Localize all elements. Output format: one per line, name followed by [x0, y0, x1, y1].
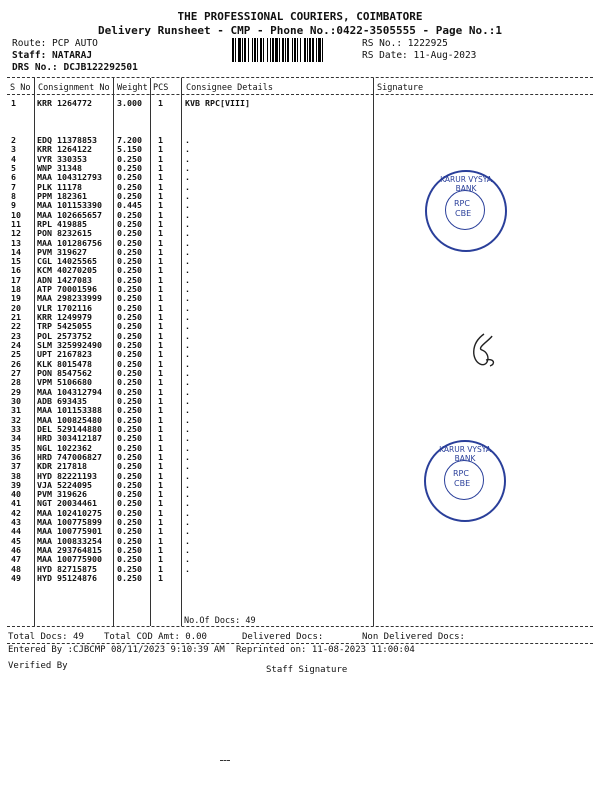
cell-pcs: 1 — [158, 517, 163, 528]
cell-pcs: 1 — [158, 284, 163, 295]
cell-consignment: VLR 1702116 — [37, 302, 92, 313]
cell-consignee: . — [185, 470, 190, 481]
cell-weight: 0.250 — [117, 368, 142, 378]
drs-number: DRS No.: DCJB122292501 — [12, 62, 138, 73]
col-consignee: Consignee Details — [186, 83, 273, 93]
cell-pcs: 1 — [158, 526, 163, 537]
cell-weight: 0.250 — [117, 423, 142, 434]
cell-consignment: KRR 1249979 — [37, 312, 92, 323]
cell-pcs: 1 — [158, 386, 163, 397]
cell-consignment: VYR 330353 — [37, 153, 87, 164]
col-divider — [373, 78, 374, 626]
stamp-center-top: RPC — [453, 469, 469, 478]
cell-sno: 4 — [11, 153, 16, 164]
cell-consignment: ADN 1427083 — [37, 274, 92, 285]
cell-consignee: . — [185, 321, 190, 332]
cell-consignee: . — [185, 405, 190, 416]
cell-consignee: . — [185, 265, 190, 276]
cell-consignment: MAA 102665657 — [37, 209, 102, 220]
non-delivered-docs: Non Delivered Docs: — [362, 632, 465, 642]
cell-weight: 0.250 — [117, 256, 142, 267]
cell-sno: 46 — [11, 545, 21, 556]
cell-sno: 6 — [11, 172, 16, 183]
cell-consignee: . — [185, 414, 190, 425]
cell-sno: 31 — [11, 405, 21, 416]
cell-consignee: . — [185, 377, 190, 388]
cell-pcs: 1 — [158, 228, 163, 239]
col-consignment: Consignment No — [38, 83, 110, 93]
cell-pcs: 1 — [158, 293, 163, 304]
cell-weight: 0.250 — [117, 358, 142, 369]
cell-consignment: VPM 5106680 — [37, 377, 92, 388]
cell-weight: 0.250 — [117, 274, 142, 285]
cell-sno: 40 — [11, 489, 21, 500]
cell-consignee: . — [185, 451, 190, 462]
cell-weight: 0.250 — [117, 246, 142, 257]
total-docs: Total Docs: 49 — [8, 632, 84, 642]
cell-sno: 19 — [11, 293, 21, 304]
cell-sno: 30 — [11, 395, 21, 406]
bank-stamp — [424, 440, 506, 522]
cell-consignee: . — [185, 489, 190, 500]
cell-consignment: PON 8232615 — [37, 228, 92, 239]
company-name: THE PROFESSIONAL COURIERS, COIMBATORE — [177, 10, 423, 23]
cell-consignment: MAA 100775900 — [37, 554, 102, 565]
cell-weight: 0.445 — [117, 200, 142, 211]
cell-consignment: WNP 31348 — [37, 162, 82, 173]
cell-consignee: . — [185, 209, 190, 220]
cell-pcs: 1 — [158, 451, 163, 462]
cell-pcs: 1 — [158, 218, 163, 229]
cell-consignee: . — [185, 312, 190, 323]
cell-consignment: PLK 11178 — [37, 181, 82, 192]
cell-weight: 0.250 — [117, 451, 142, 462]
cell-weight: 0.250 — [117, 479, 142, 490]
cell-pcs: 1 — [158, 153, 163, 164]
cell-consignee: . — [185, 340, 190, 351]
cell-consignee: . — [185, 433, 190, 444]
cell-weight: 0.250 — [117, 265, 142, 276]
cell-consignment: VJA 5224095 — [37, 479, 92, 490]
cell-weight: 0.250 — [117, 386, 142, 397]
cell-consignment: MAA 101153390 — [37, 200, 102, 211]
cell-sno: 35 — [11, 442, 21, 453]
divider-header — [7, 94, 593, 95]
reprinted-on: Reprinted on: 11-08-2023 11:00:04 — [236, 645, 415, 655]
cell-sno: 18 — [11, 284, 21, 295]
cell-weight: 0.250 — [117, 349, 142, 360]
cell-consignment: UPT 2167823 — [37, 349, 92, 360]
cell-pcs: 1 — [158, 246, 163, 257]
cell-consignment: PON 8547562 — [37, 368, 92, 378]
cell-consignment: SLM 325992490 — [37, 340, 102, 351]
cell-consignee: . — [185, 349, 190, 360]
cell-weight: 0.250 — [117, 330, 142, 341]
col-divider — [34, 78, 35, 626]
cell-weight: 0.250 — [117, 284, 142, 295]
cell-sno: 2 — [11, 135, 16, 145]
cell-consignment: MAA 104312793 — [37, 172, 102, 183]
rs-number: RS No.: 1222925 — [362, 38, 448, 49]
cell-consignment: POL 2573752 — [37, 330, 92, 341]
cell-consignment: NGT 20034461 — [37, 498, 97, 509]
cell-sno: 13 — [11, 237, 21, 248]
cell-consignee: KVB RPC[VIII] — [185, 98, 250, 108]
cell-consignment: KRR 1264772 — [37, 98, 92, 108]
stamp-center-bottom: CBE — [454, 479, 471, 488]
barcode-bar — [323, 38, 325, 62]
cell-weight: 0.250 — [117, 470, 142, 481]
cell-pcs: 1 — [158, 479, 163, 490]
divider-top — [7, 77, 593, 78]
cell-consignee: . — [185, 423, 190, 434]
cell-pcs: 1 — [158, 135, 163, 145]
cell-consignment: HYD 95124876 — [37, 573, 97, 584]
cell-consignment: HYD 82221193 — [37, 470, 97, 481]
stamp-bank-name: KARUR VYSYA BANK — [439, 445, 491, 463]
cell-consignee: . — [185, 228, 190, 239]
cell-sno: 26 — [11, 358, 21, 369]
cell-consignee: . — [185, 535, 190, 546]
cell-consignment: MAA 100825480 — [37, 414, 102, 425]
cell-sno: 10 — [11, 209, 21, 220]
cell-sno: 27 — [11, 368, 21, 378]
cell-consignee: . — [185, 246, 190, 257]
cell-pcs: 1 — [158, 358, 163, 369]
cell-sno: 48 — [11, 563, 21, 574]
cell-weight: 0.250 — [117, 535, 142, 546]
cell-consignment: KLK 8015478 — [37, 358, 92, 369]
col-sno: S No — [10, 83, 31, 93]
cell-consignment: TRP 5425055 — [37, 321, 92, 332]
cell-consignee: . — [185, 517, 190, 528]
cell-consignment: KDR 217818 — [37, 461, 87, 472]
cell-sno: 16 — [11, 265, 21, 276]
cell-weight: 0.250 — [117, 545, 142, 556]
cell-consignee: . — [185, 563, 190, 574]
cell-pcs: 1 — [158, 349, 163, 360]
cell-pcs: 1 — [158, 423, 163, 434]
cell-weight: 0.250 — [117, 162, 142, 173]
cell-consignment: HRD 303412187 — [37, 433, 102, 444]
cell-sno: 36 — [11, 451, 21, 462]
cell-sno: 45 — [11, 535, 21, 546]
cell-consignee: . — [185, 498, 190, 509]
cell-consignee: . — [185, 190, 190, 201]
cell-consignee: . — [185, 302, 190, 313]
cell-pcs: 1 — [158, 274, 163, 285]
cell-sno: 24 — [11, 340, 21, 351]
runsheet-title: Delivery Runsheet - CMP - Phone No.:0422-3505555 - Page No.:1 — [98, 24, 502, 37]
cell-consignment: PPM 182361 — [37, 190, 87, 201]
cell-consignee: . — [185, 256, 190, 267]
cell-weight: 0.250 — [117, 414, 142, 425]
cell-consignment: PVM 319627 — [37, 246, 87, 257]
cell-pcs: 1 — [158, 535, 163, 546]
cell-pcs: 1 — [158, 302, 163, 313]
cell-pcs: 1 — [158, 405, 163, 416]
cell-pcs: 1 — [158, 190, 163, 201]
cell-consignee: . — [185, 200, 190, 211]
cell-consignee: . — [185, 368, 190, 378]
cell-sno: 25 — [11, 349, 21, 360]
verified-by: Verified By — [8, 661, 68, 671]
cell-consignment: ATP 70001596 — [37, 284, 97, 295]
col-divider — [113, 78, 114, 626]
cell-consignee: . — [185, 237, 190, 248]
cell-weight: 0.250 — [117, 395, 142, 406]
cell-sno: 47 — [11, 554, 21, 565]
cell-sno: 37 — [11, 461, 21, 472]
rs-date: RS Date: 11-Aug-2023 — [362, 50, 477, 61]
cell-weight: 0.250 — [117, 312, 142, 323]
cell-consignee: . — [185, 144, 190, 155]
cell-pcs: 1 — [158, 573, 163, 584]
cell-sno: 39 — [11, 479, 21, 490]
cell-weight: 0.250 — [117, 218, 142, 229]
cell-pcs: 1 — [158, 172, 163, 183]
cell-weight: 0.250 — [117, 377, 142, 388]
cell-consignment: MAA 102410275 — [37, 507, 102, 518]
cell-consignee: . — [185, 479, 190, 490]
cell-pcs: 1 — [158, 507, 163, 518]
cell-consignment: PVM 319626 — [37, 489, 87, 500]
cell-sno: 32 — [11, 414, 21, 425]
cell-weight: 0.250 — [117, 321, 142, 332]
cell-sno: 5 — [11, 162, 16, 173]
cell-sno: 21 — [11, 312, 21, 323]
cell-consignee: . — [185, 135, 190, 145]
cell-consignment: MAA 293764815 — [37, 545, 102, 556]
cell-pcs: 1 — [158, 209, 163, 220]
cell-sno: 34 — [11, 433, 21, 444]
cell-weight: 0.250 — [117, 554, 142, 565]
cell-sno: 11 — [11, 218, 21, 229]
cell-weight: 0.250 — [117, 489, 142, 500]
cell-weight: 7.200 — [117, 135, 142, 145]
cell-consignee: . — [185, 526, 190, 537]
divider-table-bottom — [7, 626, 593, 627]
cell-consignee: . — [185, 181, 190, 192]
bank-stamp — [425, 170, 507, 252]
cell-sno: 3 — [11, 144, 16, 155]
cell-sno: 8 — [11, 190, 16, 201]
stamp-center-top: RPC — [454, 199, 470, 208]
col-divider — [150, 78, 151, 626]
cell-consignee: . — [185, 358, 190, 369]
cell-pcs: 1 — [158, 498, 163, 509]
cell-sno: 12 — [11, 228, 21, 239]
cell-pcs: 1 — [158, 200, 163, 211]
cell-weight: 0.250 — [117, 190, 142, 201]
cell-sno: 38 — [11, 470, 21, 481]
cell-weight: 3.000 — [117, 98, 142, 108]
cell-weight: 0.250 — [117, 181, 142, 192]
cell-consignment: HYD 82715875 — [37, 563, 97, 574]
cell-pcs: 1 — [158, 312, 163, 323]
cell-consignment: KRR 1264122 — [37, 144, 92, 155]
cell-consignment: NGL 1022362 — [37, 442, 92, 453]
cell-consignment: EDQ 11378853 — [37, 135, 97, 145]
cell-weight: 0.250 — [117, 442, 142, 453]
cell-consignee: . — [185, 395, 190, 406]
cell-consignment: RPL 419885 — [37, 218, 87, 229]
barcode-image — [232, 38, 356, 62]
cell-weight: 0.250 — [117, 573, 142, 584]
cell-weight: 0.250 — [117, 302, 142, 313]
cell-consignee: . — [185, 461, 190, 472]
cell-sno: 28 — [11, 377, 21, 388]
cell-pcs: 1 — [158, 256, 163, 267]
cell-weight: 0.250 — [117, 433, 142, 444]
cell-consignee: . — [185, 293, 190, 304]
staff-signature-label: Staff Signature — [266, 665, 348, 675]
cell-sno: 41 — [11, 498, 21, 509]
cell-consignee: . — [185, 274, 190, 285]
cell-weight: 0.250 — [117, 526, 142, 537]
cell-pcs: 1 — [158, 162, 163, 173]
cell-consignment: MAA 298233999 — [37, 293, 102, 304]
cell-pcs: 1 — [158, 414, 163, 425]
cell-pcs: 1 — [158, 98, 163, 108]
cell-consignment: HRD 747006827 — [37, 451, 102, 462]
cell-pcs: 1 — [158, 321, 163, 332]
cell-consignee: . — [185, 284, 190, 295]
cell-consignee: . — [185, 386, 190, 397]
delivered-docs: Delivered Docs: — [242, 632, 324, 642]
cell-sno: 1 — [11, 98, 16, 108]
cell-weight: 0.250 — [117, 405, 142, 416]
col-weight: Weight — [117, 83, 148, 93]
cell-sno: 17 — [11, 274, 21, 285]
divider-footer — [7, 643, 593, 644]
cell-consignee: . — [185, 162, 190, 173]
cell-consignee: . — [185, 442, 190, 453]
cell-weight: 0.250 — [117, 293, 142, 304]
cell-pcs: 1 — [158, 237, 163, 248]
cell-consignment: DEL 529144880 — [37, 423, 102, 434]
cell-weight: 0.250 — [117, 237, 142, 248]
cell-weight: 5.150 — [117, 144, 142, 155]
cell-weight: 0.250 — [117, 172, 142, 183]
cell-weight: 0.250 — [117, 209, 142, 220]
cell-pcs: 1 — [158, 563, 163, 574]
cell-pcs: 1 — [158, 395, 163, 406]
cell-pcs: 1 — [158, 545, 163, 556]
cell-consignment: MAA 101286756 — [37, 237, 102, 248]
cell-consignee: . — [185, 218, 190, 229]
cell-weight: 0.250 — [117, 340, 142, 351]
cell-weight: 0.250 — [117, 507, 142, 518]
cell-consignment: MAA 100775899 — [37, 517, 102, 528]
cell-sno: 49 — [11, 573, 21, 584]
cell-pcs: 1 — [158, 442, 163, 453]
cell-weight: 0.250 — [117, 498, 142, 509]
cell-sno: 20 — [11, 302, 21, 313]
cell-consignment: MAA 104312794 — [37, 386, 102, 397]
cell-consignment: ADB 693435 — [37, 395, 87, 406]
staff-label: Staff: NATARAJ — [12, 50, 93, 61]
cell-consignee: . — [185, 172, 190, 183]
cell-pcs: 1 — [158, 144, 163, 155]
cell-pcs: 1 — [158, 368, 163, 378]
cell-pcs: 1 — [158, 340, 163, 351]
cell-weight: 0.250 — [117, 228, 142, 239]
cell-pcs: 1 — [158, 470, 163, 481]
cell-pcs: 1 — [158, 330, 163, 341]
stamp-center-bottom: CBE — [455, 209, 472, 218]
cell-pcs: 1 — [158, 554, 163, 565]
col-signature: Signature — [377, 83, 424, 93]
cell-pcs: 1 — [158, 461, 163, 472]
total-cod-amount: Total COD Amt: 0.00 — [104, 632, 207, 642]
cell-pcs: 1 — [158, 377, 163, 388]
cell-consignment: MAA 100833254 — [37, 535, 102, 546]
entered-by: Entered By :CJBCMP 08/11/2023 9:10:39 AM — [8, 645, 225, 655]
cell-consignee: . — [185, 330, 190, 341]
cell-pcs: 1 — [158, 181, 163, 192]
cell-consignee: . — [185, 554, 190, 565]
cell-sno: 15 — [11, 256, 21, 267]
col-pcs: PCS — [153, 83, 169, 93]
cell-sno: 14 — [11, 246, 21, 257]
cell-sno: 23 — [11, 330, 21, 341]
cell-sno: 22 — [11, 321, 21, 332]
cell-weight: 0.250 — [117, 517, 142, 528]
col-divider — [181, 78, 182, 626]
handwritten-signature — [462, 330, 502, 370]
cell-sno: 33 — [11, 423, 21, 434]
cell-consignment: KCM 40270205 — [37, 265, 97, 276]
dash-mark — [220, 760, 230, 761]
cell-sno: 29 — [11, 386, 21, 397]
cell-pcs: 1 — [158, 433, 163, 444]
cell-sno: 7 — [11, 181, 16, 192]
cell-sno: 42 — [11, 507, 21, 518]
cell-weight: 0.250 — [117, 563, 142, 574]
cell-consignment: MAA 101153388 — [37, 405, 102, 416]
cell-consignee: . — [185, 545, 190, 556]
cell-pcs: 1 — [158, 265, 163, 276]
cell-pcs: 1 — [158, 489, 163, 500]
cell-consignee: . — [185, 153, 190, 164]
cell-consignment: CGL 14025565 — [37, 256, 97, 267]
route-label: Route: PCP AUTO — [12, 38, 98, 49]
stamp-bank-name: KARUR VYSYA BANK — [440, 175, 492, 193]
cell-sno: 44 — [11, 526, 21, 537]
cell-sno: 9 — [11, 200, 16, 211]
no-of-docs: No.Of Docs: 49 — [184, 616, 256, 626]
cell-weight: 0.250 — [117, 461, 142, 472]
cell-sno: 43 — [11, 517, 21, 528]
cell-consignee: . — [185, 507, 190, 518]
cell-weight: 0.250 — [117, 153, 142, 164]
cell-consignment: MAA 100775901 — [37, 526, 102, 537]
